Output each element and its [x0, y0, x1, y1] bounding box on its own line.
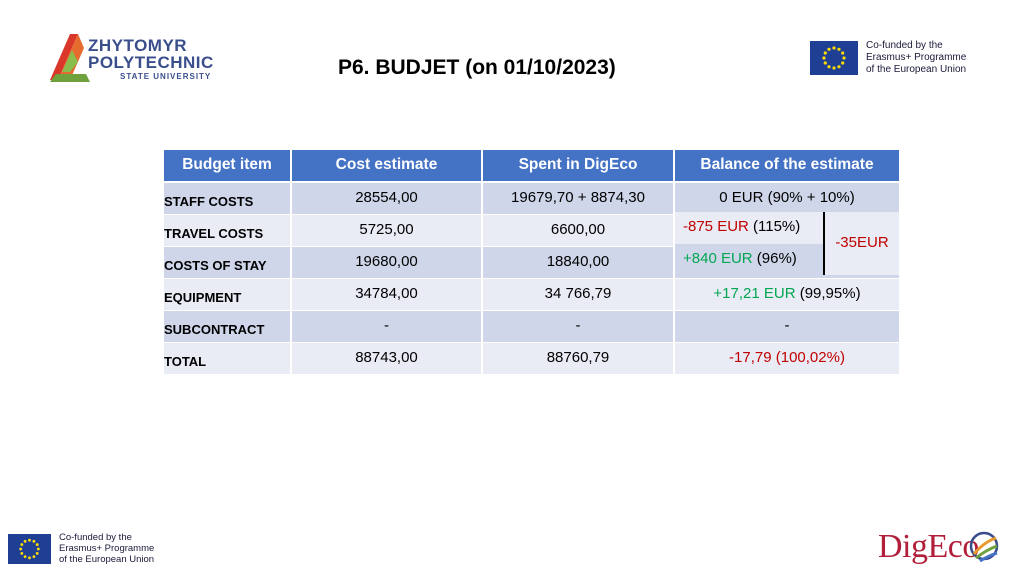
eu-flag-icon: [8, 534, 51, 564]
cost-estimate-cell: 19680,00: [292, 247, 483, 278]
eu-text-line3: of the European Union: [59, 554, 155, 565]
digeco-logo: [878, 524, 1003, 570]
eu-cofunded-text: [866, 40, 966, 76]
table-header-row: [164, 150, 899, 181]
header-cost-estimate: Cost estimate: [292, 150, 483, 181]
university-name-line3: STATE UNIVERSITY: [120, 72, 212, 81]
eu-text-line1: Co-funded by the: [866, 40, 943, 51]
cost-estimate-cell: 28554,00: [292, 183, 483, 214]
spent-cell: -: [483, 311, 675, 342]
header-budget-item: Budget item: [164, 150, 292, 181]
spent-cell: 19679,70 + 8874,30: [483, 183, 675, 214]
page-title: P6. BUDJET (on 01/10/2023): [338, 56, 616, 79]
spent-cell: 6600,00: [483, 215, 675, 246]
cost-estimate-cell: 5725,00: [292, 215, 483, 246]
balance-value: -875 EUR: [683, 218, 749, 235]
cost-estimate-cell: 88743,00: [292, 343, 483, 374]
spent-cell: 18840,00: [483, 247, 675, 278]
balance-cell: -: [675, 311, 899, 342]
balance-percent: (115%): [748, 218, 801, 235]
row-label: TOTAL: [164, 343, 292, 374]
balance-value: +840 EUR: [683, 250, 753, 267]
table-row-total: [164, 343, 899, 374]
table-row-equipment: [164, 279, 899, 310]
university-name-line2: POLYTECHNIC: [88, 53, 214, 72]
header-balance: Balance of the estimate: [675, 150, 899, 181]
eu-cofunded-badge-top: [810, 40, 966, 76]
globe-icon: [966, 524, 1002, 568]
table-row-subcontract: [164, 311, 899, 342]
row-label: COSTS OF STAY: [164, 247, 292, 278]
stay-balance: [675, 244, 823, 275]
university-logo: [48, 32, 218, 84]
travel-stay-balance: [675, 212, 899, 275]
row-label: SUBCONTRACT: [164, 311, 292, 342]
balance-cell: -17,79 (100,02%): [675, 343, 899, 374]
travel-stay-balance-left: [675, 212, 823, 275]
balance-value: +17,21 EUR: [713, 285, 796, 302]
eu-text-line2: Erasmus+ Programme: [59, 543, 155, 554]
cost-estimate-cell: -: [292, 311, 483, 342]
digeco-wordmark: DigEco: [878, 528, 979, 565]
university-name-line1: ZHYTOMYR: [88, 36, 188, 55]
eu-flag-icon: [810, 41, 858, 75]
balance-percent: (96%): [752, 250, 797, 267]
triangle-logo-icon: [48, 32, 92, 84]
row-label: STAFF COSTS: [164, 183, 292, 214]
cost-estimate-cell: 34784,00: [292, 279, 483, 310]
combined-balance: -35EUR: [825, 212, 899, 275]
row-label: TRAVEL COSTS: [164, 215, 292, 246]
balance-percent: (99,95%): [795, 285, 861, 302]
balance-cell: 0 EUR (90% + 10%): [675, 183, 899, 214]
eu-text-line3: of the European Union: [866, 64, 967, 75]
travel-balance: [675, 212, 823, 243]
eu-cofunded-badge-bottom: [8, 532, 154, 565]
eu-text-line2: Erasmus+ Programme: [866, 52, 967, 63]
spent-cell: 34 766,79: [483, 279, 675, 310]
eu-text-line1: Co-funded by the: [59, 532, 132, 543]
balance-cell: [675, 279, 899, 310]
eu-cofunded-text: [59, 532, 154, 565]
spent-cell: 88760,79: [483, 343, 675, 374]
row-label: EQUIPMENT: [164, 279, 292, 310]
table-row-staff: [164, 183, 899, 214]
header-spent: Spent in DigEco: [483, 150, 675, 181]
